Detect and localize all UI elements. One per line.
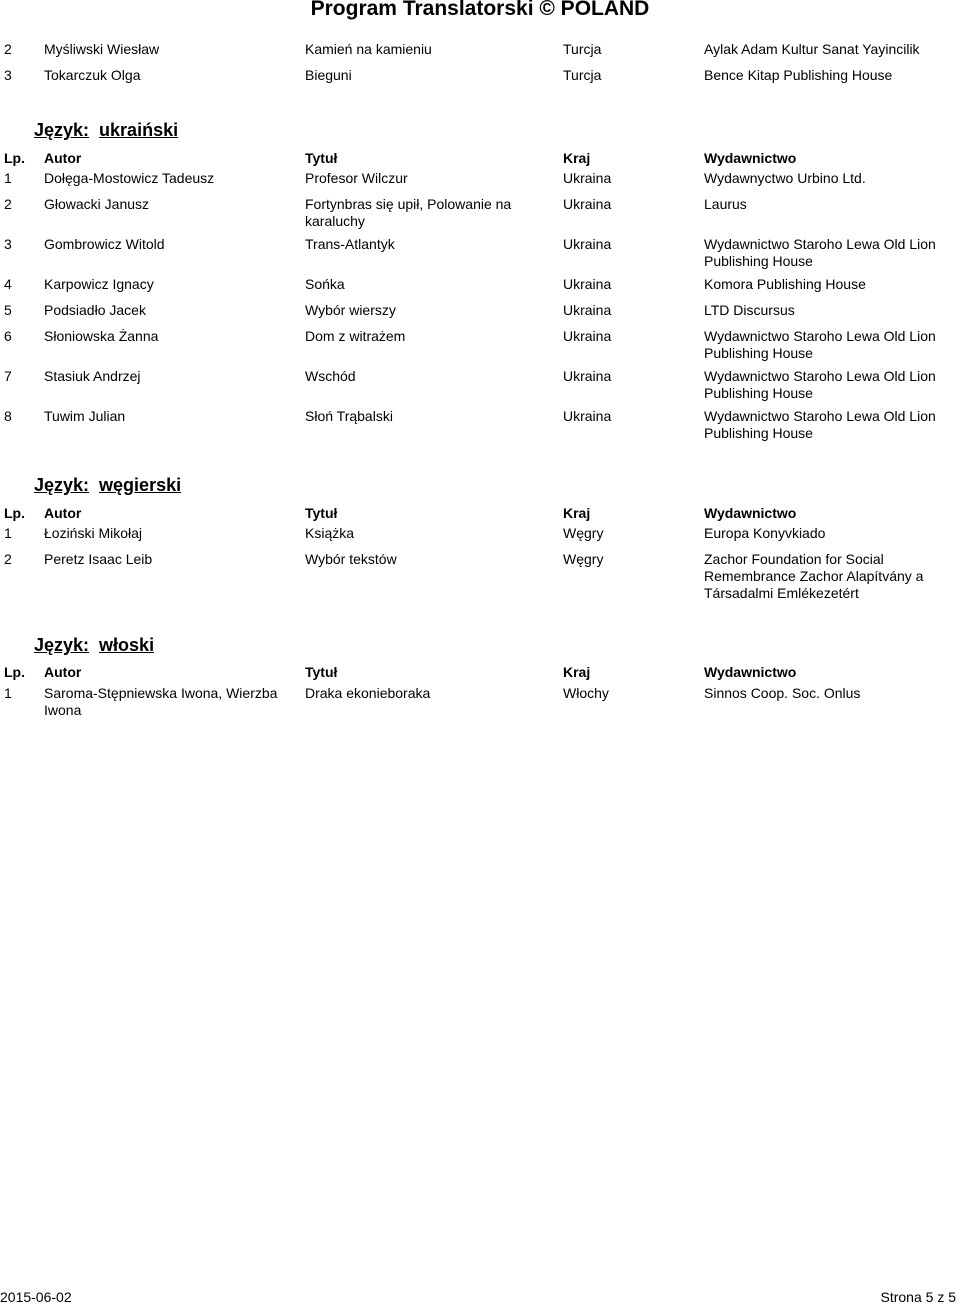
header-lp: Lp. [4, 505, 25, 521]
header-lp: Lp. [4, 664, 25, 680]
row-author: Gombrowicz Witold [44, 236, 165, 252]
row-publisher: Sinnos Coop. Soc. Onlus [704, 685, 861, 701]
header-publisher: Wydawnictwo [704, 150, 797, 166]
row-country: Węgry [563, 551, 604, 567]
row-author: Peretz Isaac Leib [44, 551, 153, 567]
header-country: Kraj [563, 505, 591, 521]
row-number: 4 [4, 276, 12, 292]
row-author: Saroma-Stępniewska Iwona, Wierzba Iwona [44, 685, 278, 718]
row-publisher: Wydawnictwo Staroho Lewa Old Lion Publishing House [704, 368, 936, 401]
language-label: Język: [34, 635, 90, 655]
row-number: 6 [4, 328, 12, 344]
row-title: Trans-Atlantyk [305, 236, 395, 252]
row-country: Ukraina [563, 170, 612, 186]
row-number: 2 [4, 41, 12, 57]
row-publisher: Laurus [704, 196, 747, 212]
row-number: 2 [4, 551, 12, 567]
row-country: Ukraina [563, 276, 612, 292]
row-title: Dom z witrażem [305, 328, 406, 344]
header-publisher: Wydawnictwo [704, 505, 797, 521]
row-title: Wybór tekstów [305, 551, 397, 567]
header-lp: Lp. [4, 150, 25, 166]
row-publisher: Aylak Adam Kultur Sanat Yayincilik [704, 41, 920, 57]
row-publisher: Wydawnictwo Staroho Lewa Old Lion Publishing House [704, 328, 936, 361]
row-author: Dołęga-Mostowicz Tadeusz [44, 170, 215, 186]
row-title: Profesor Wilczur [305, 170, 408, 186]
language-heading [34, 634, 154, 656]
row-number: 1 [4, 685, 12, 701]
page-title: Program Translatorski © POLAND [310, 0, 650, 20]
row-country: Ukraina [563, 368, 612, 384]
row-country: Węgry [563, 525, 604, 541]
language-label: Język: [34, 120, 90, 140]
row-number: 3 [4, 67, 12, 83]
row-author: Tokarczuk Olga [44, 67, 141, 83]
row-number: 2 [4, 196, 12, 212]
header-publisher: Wydawnictwo [704, 664, 797, 680]
row-publisher: Bence Kitap Publishing House [704, 67, 893, 83]
language-label: Język: [34, 475, 90, 495]
row-title: Draka ekonieboraka [305, 685, 431, 701]
row-author: Głowacki Janusz [44, 196, 150, 212]
row-number: 8 [4, 408, 12, 424]
row-publisher: Europa Konyvkiado [704, 525, 826, 541]
row-publisher: Komora Publishing House [704, 276, 866, 292]
row-number: 3 [4, 236, 12, 252]
row-number: 7 [4, 368, 12, 384]
row-number: 1 [4, 525, 12, 541]
row-author: Słoniowska Żanna [44, 328, 159, 344]
row-country: Ukraina [563, 328, 612, 344]
row-publisher: Zachor Foundation for Social Remembrance Zachor Alapítvány a Társadalmi Emlékezetért [704, 551, 924, 601]
row-title: Fortynbras się upił, Polowanie na karaluchy [305, 196, 512, 229]
row-title: Kamień na kamieniu [305, 41, 432, 57]
row-title: Słoń Trąbalski [305, 408, 393, 424]
row-country: Włochy [563, 685, 609, 701]
row-publisher: Wydawnictwo Staroho Lewa Old Lion Publishing House [704, 408, 936, 441]
row-country: Ukraina [563, 302, 612, 318]
row-author: Łoziński Mikołaj [44, 525, 143, 541]
header-title: Tytuł [305, 150, 338, 166]
row-publisher: Wydawnictwo Staroho Lewa Old Lion Publishing House [704, 236, 936, 269]
row-publisher: LTD Discursus [704, 302, 795, 318]
row-country: Turcja [563, 41, 602, 57]
row-author: Myśliwski Wiesław [44, 41, 160, 57]
header-author: Autor [44, 150, 82, 166]
header-title: Tytuł [305, 664, 338, 680]
row-country: Ukraina [563, 408, 612, 424]
row-country: Ukraina [563, 236, 612, 252]
row-publisher: Wydawnyctwo Urbino Ltd. [704, 170, 866, 186]
footer-date: 2015-06-02 [0, 1289, 72, 1305]
row-author: Podsiadło Jacek [44, 302, 146, 318]
row-country: Ukraina [563, 196, 612, 212]
row-title: Wybór wierszy [305, 302, 396, 318]
header-author: Autor [44, 505, 82, 521]
footer-page-number: Strona 5 z 5 [880, 1289, 956, 1305]
row-title: Sońka [305, 276, 345, 292]
language-name: ukraiński [99, 120, 179, 140]
header-author: Autor [44, 664, 82, 680]
language-name: włoski [99, 635, 155, 655]
row-title: Bieguni [305, 67, 352, 83]
row-country: Turcja [563, 67, 602, 83]
header-country: Kraj [563, 150, 591, 166]
row-number: 5 [4, 302, 12, 318]
header-title: Tytuł [305, 505, 338, 521]
row-title: Wschód [305, 368, 356, 384]
language-heading [34, 474, 181, 496]
row-title: Książka [305, 525, 355, 541]
language-name: węgierski [99, 475, 182, 495]
row-number: 1 [4, 170, 12, 186]
row-author: Tuwim Julian [44, 408, 126, 424]
header-country: Kraj [563, 664, 591, 680]
row-author: Karpowicz Ignacy [44, 276, 154, 292]
row-author: Stasiuk Andrzej [44, 368, 141, 384]
language-heading [34, 119, 178, 141]
